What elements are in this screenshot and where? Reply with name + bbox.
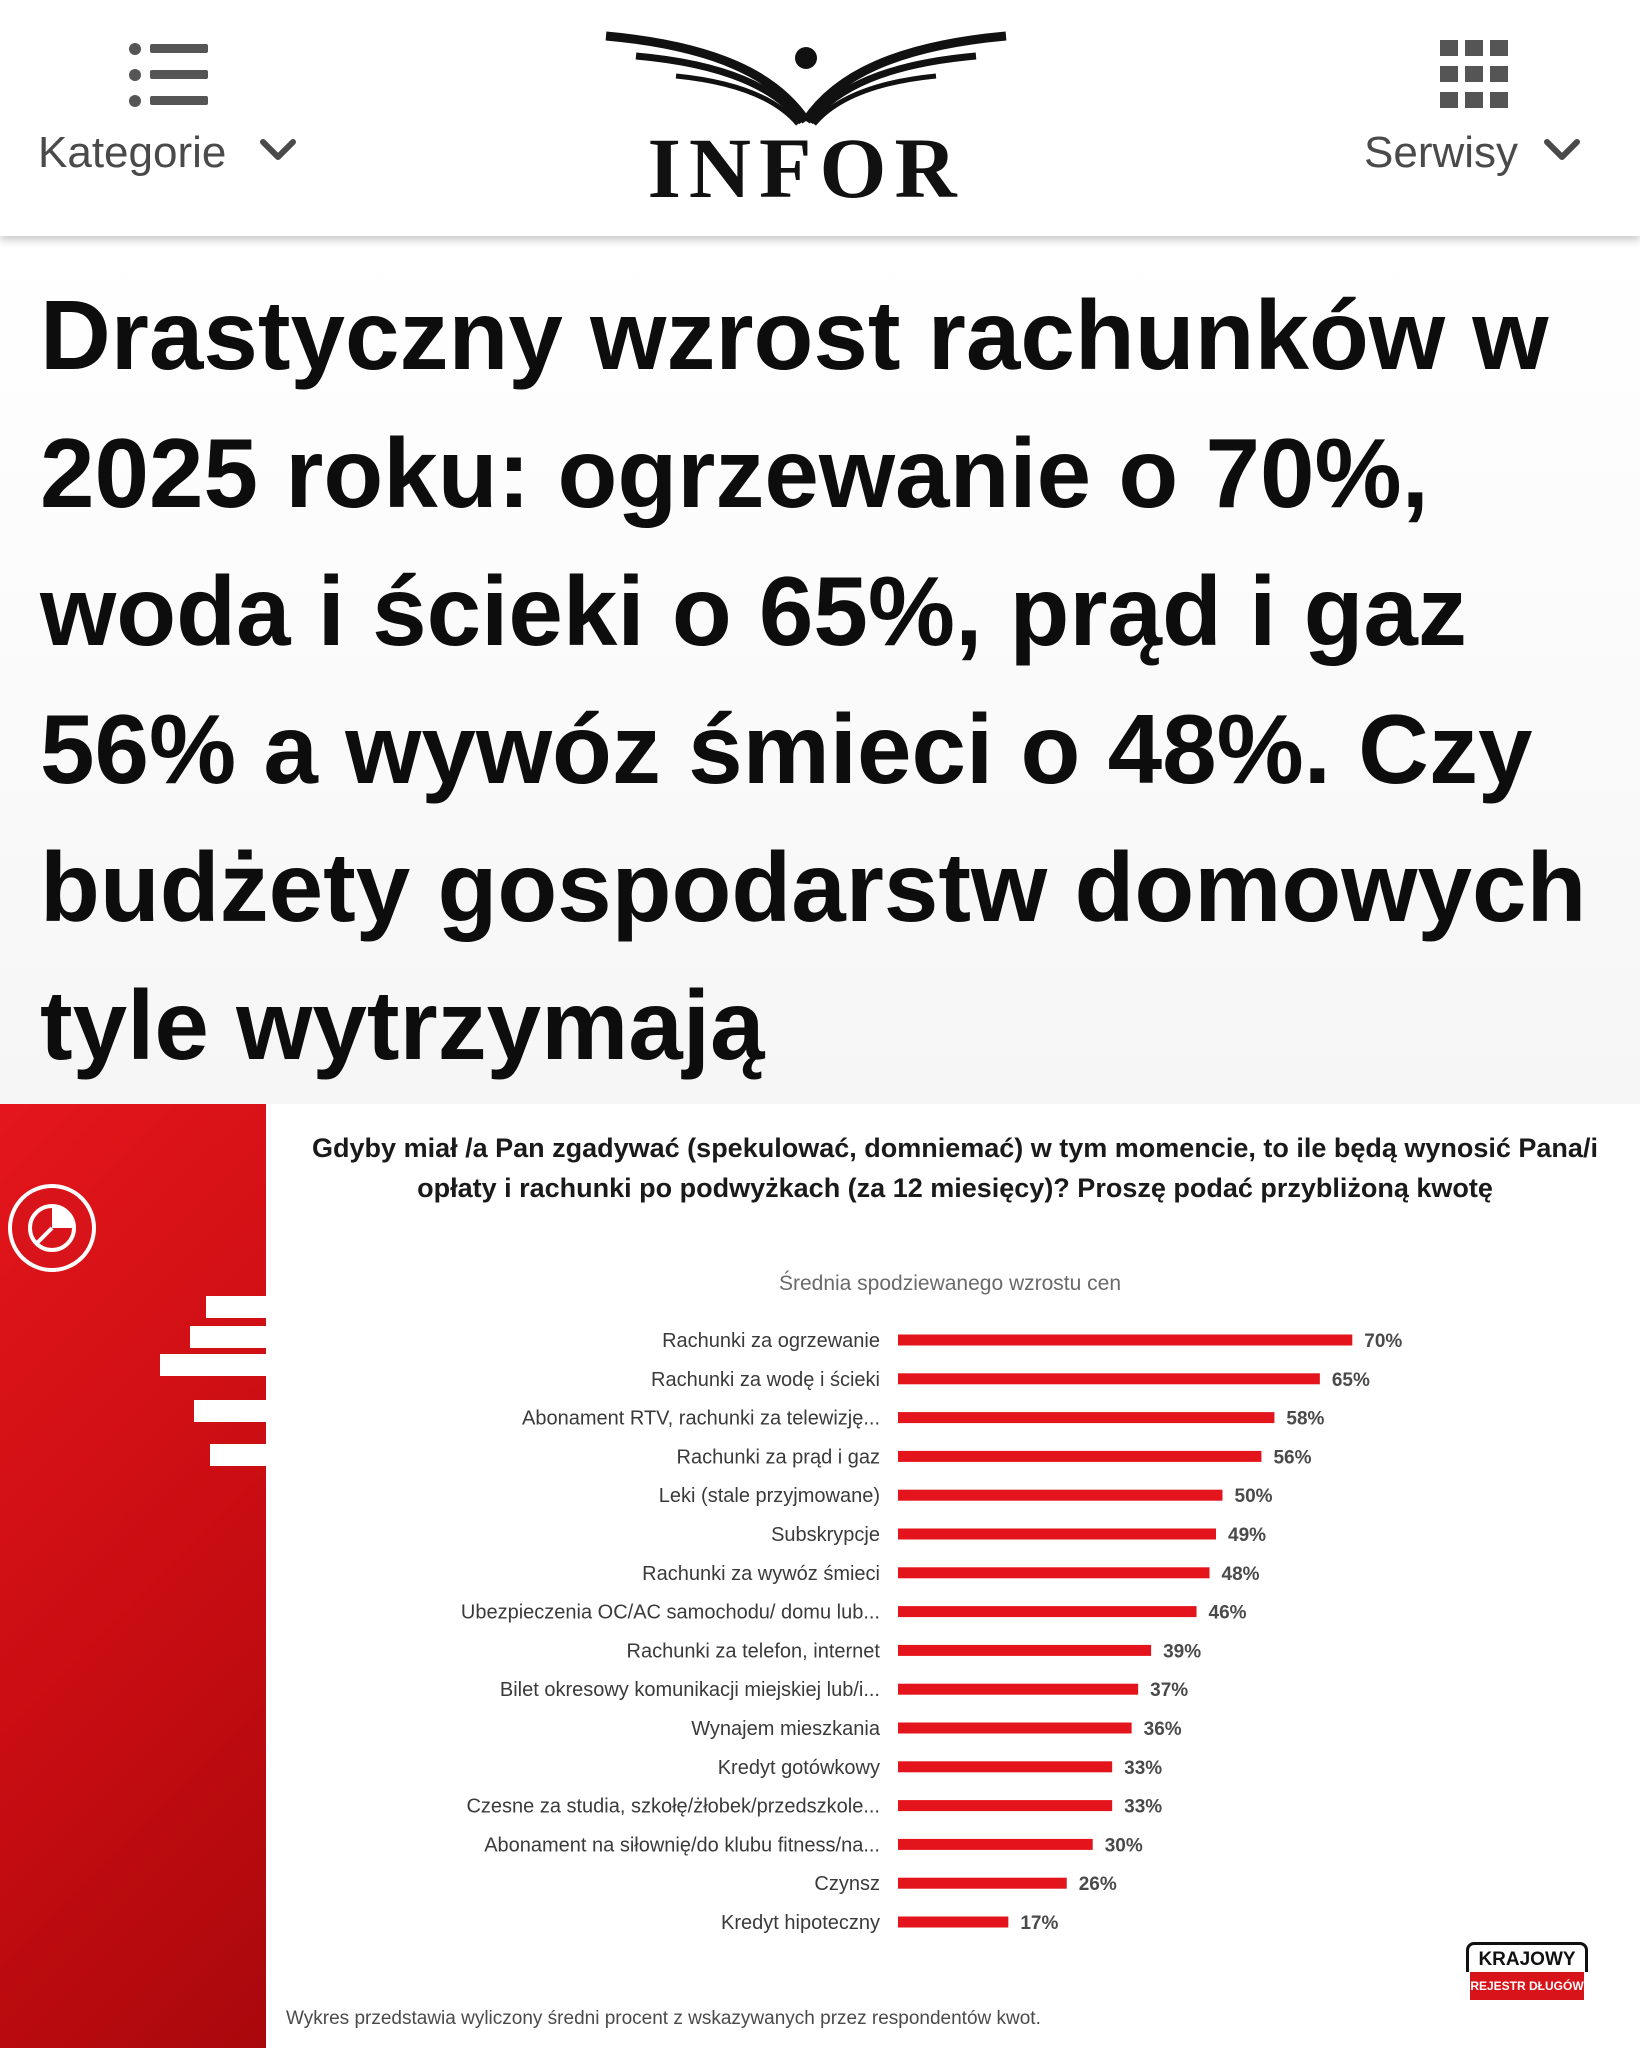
bar xyxy=(898,1684,1138,1695)
bar xyxy=(898,1800,1112,1811)
bar xyxy=(898,1412,1274,1423)
category-label: Abonament na siłownię/do klubu fitness/na... xyxy=(484,1834,880,1857)
bar-value-label: 48% xyxy=(1221,1563,1260,1585)
category-label: Ubezpieczenia OC/AC samochodu/ domu lub... xyxy=(460,1601,880,1624)
categories-menu-button[interactable] xyxy=(38,30,298,190)
bar-value-label: 26% xyxy=(1078,1874,1117,1896)
bar-value-label: 70% xyxy=(1364,1331,1403,1352)
bar-value-label: 58% xyxy=(1286,1408,1325,1430)
article-infographic xyxy=(0,1104,1640,2048)
category-label: Bilet okresowy komunikacji miejskiej lub/i... xyxy=(499,1679,880,1702)
category-label: Rachunki za ogrzewanie xyxy=(662,1330,880,1352)
bar xyxy=(898,1917,1008,1928)
top-header xyxy=(0,0,1640,236)
bar xyxy=(898,1723,1132,1734)
category-label: Kredyt gotówkowy xyxy=(717,1756,880,1779)
bar-value-label: 36% xyxy=(1143,1719,1182,1740)
bar-value-label: 65% xyxy=(1331,1369,1370,1391)
chevron-down-icon xyxy=(258,136,298,164)
bar xyxy=(898,1761,1112,1772)
bar-chart xyxy=(0,1104,1640,2048)
krd-logo-bottom: REJESTR DŁUGÓW xyxy=(1470,1972,1584,2000)
category-label: Rachunki za telefon, internet xyxy=(626,1640,880,1663)
bar xyxy=(898,1529,1216,1540)
bar-value-label: 37% xyxy=(1150,1680,1189,1702)
infor-logo[interactable] xyxy=(596,26,1016,216)
category-label: Kredyt hipoteczny xyxy=(721,1912,880,1934)
bar-value-label: 33% xyxy=(1124,1796,1163,1818)
bar-value-label: 49% xyxy=(1228,1525,1267,1546)
bar xyxy=(898,1490,1223,1501)
bar-value-label: 30% xyxy=(1104,1835,1143,1857)
bar xyxy=(898,1373,1320,1384)
category-label: Subskrypcje xyxy=(771,1524,880,1546)
article-header xyxy=(0,236,1640,1104)
chart-footnote: Wykres przedstawia wyliczony średni procent z wskazywanych przez respondentów kwot. xyxy=(286,2008,1041,2029)
category-label: Czesne za studia, szkołę/żłobek/przedszkole... xyxy=(466,1795,880,1818)
bar-value-label: 50% xyxy=(1234,1486,1273,1508)
bar-value-label: 33% xyxy=(1124,1757,1163,1779)
category-label: Leki (stale przyjmowane) xyxy=(658,1485,880,1508)
bar xyxy=(898,1335,1352,1346)
bar xyxy=(898,1839,1093,1850)
list-menu-icon xyxy=(128,40,210,110)
bar-value-label: 17% xyxy=(1020,1913,1059,1934)
category-label: Wynajem mieszkania xyxy=(691,1718,880,1740)
services-menu-button[interactable] xyxy=(1360,30,1600,190)
categories-label: Kategorie xyxy=(38,128,227,177)
bar xyxy=(898,1606,1197,1617)
article-title: Drastyczny wzrost rachunków w 2025 roku: ogrzewanie o 70%, woda i ścieki o 65%, prąd i gaz 56% a wywóz śmieci o 48%. Czy budżety gospodarstw domowych tyle wytrzymają xyxy=(40,280,1587,1080)
chevron-down-icon xyxy=(1542,136,1582,164)
survey-question: Gdyby miał /a Pan zgadywać (spekulować, domniemać) w tym momencie, to ile będą wynosić Pana/i opłaty i rachunki po podwyżkach (za 12 miesięcy)? Proszę podać przybliżoną kwotę xyxy=(312,1133,1598,1203)
grid-apps-icon xyxy=(1440,40,1510,110)
chart-title: Średnia spodziewanego wzrostu cen xyxy=(778,1272,1122,1295)
bar-value-label: 56% xyxy=(1273,1447,1312,1469)
category-label: Czynsz xyxy=(814,1873,880,1896)
services-label: Serwisy xyxy=(1364,128,1519,177)
krd-logo-top: KRAJOWY xyxy=(1466,1942,1588,1972)
category-label: Rachunki za prąd i gaz xyxy=(676,1446,880,1469)
krd-logo xyxy=(1466,1942,1588,2016)
bar-value-label: 46% xyxy=(1208,1602,1247,1624)
bar xyxy=(898,1451,1261,1462)
category-label: Rachunki za wywóz śmieci xyxy=(642,1562,880,1585)
bar xyxy=(898,1878,1067,1889)
category-label: Rachunki za wodę i ścieki xyxy=(651,1368,880,1391)
bar-value-label: 39% xyxy=(1163,1641,1202,1663)
category-label: Abonament RTV, rachunki za telewizję... xyxy=(522,1407,880,1430)
logo-text: INFOR xyxy=(647,120,965,216)
bar xyxy=(898,1567,1210,1578)
bar xyxy=(898,1645,1151,1656)
